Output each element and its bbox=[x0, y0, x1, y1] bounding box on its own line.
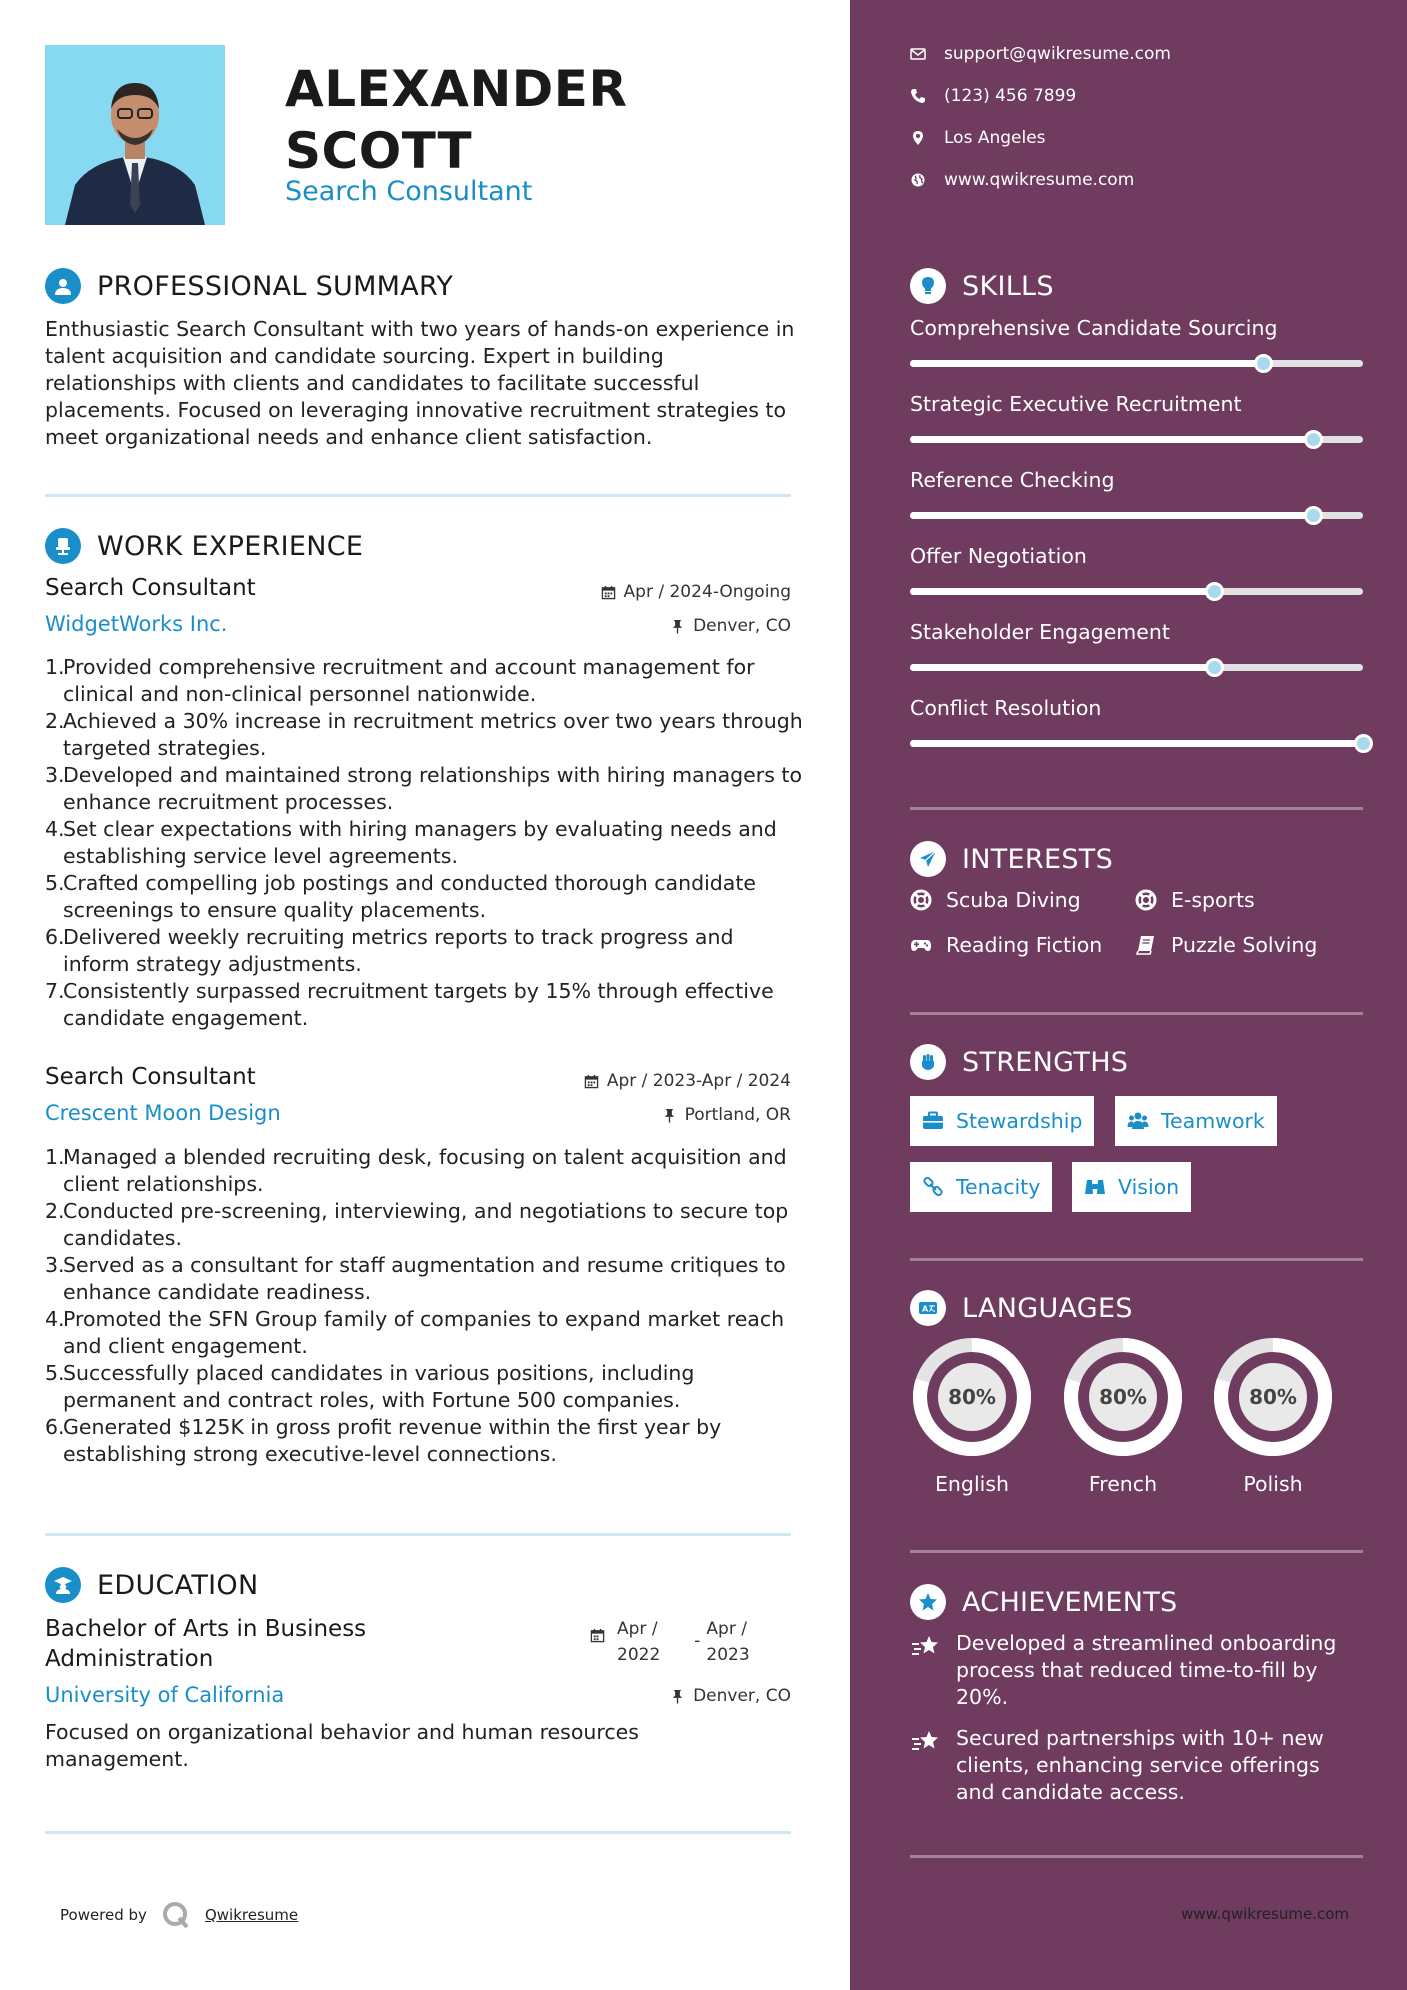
strengths-heading bbox=[910, 1044, 1128, 1080]
section-divider bbox=[910, 1855, 1363, 1858]
list-item: Set clear expectations with hiring managers by evaluating needs and establishing service level agreements. bbox=[63, 817, 777, 868]
skill-bar bbox=[910, 740, 1363, 747]
map-marker-icon bbox=[910, 130, 926, 146]
experience-heading bbox=[45, 528, 363, 564]
contact-phone[interactable] bbox=[910, 86, 1076, 106]
list-item: Generated $125K in gross profit revenue within the first year by establishing strong executive-level connections. bbox=[63, 1415, 722, 1466]
skill-bar bbox=[910, 436, 1363, 443]
skill-name: Stakeholder Engagement bbox=[910, 620, 1170, 644]
link-icon bbox=[922, 1176, 944, 1198]
name-line-2: SCOTT bbox=[285, 122, 473, 180]
section-divider bbox=[910, 807, 1363, 810]
strength-label: Tenacity bbox=[956, 1175, 1041, 1199]
website-text: www.qwikresume.com bbox=[944, 170, 1135, 190]
skill-name: Offer Negotiation bbox=[910, 544, 1087, 568]
language-ring bbox=[911, 1336, 1033, 1458]
school: University of California bbox=[45, 1683, 285, 1707]
list-item: Delivered weekly recruiting metrics reports to track progress and inform strategy adjustments. bbox=[63, 925, 734, 976]
interest-item bbox=[1135, 933, 1317, 957]
language-percent: 80% bbox=[1249, 1385, 1297, 1409]
skills-heading bbox=[910, 268, 1054, 304]
summary-heading bbox=[45, 268, 453, 304]
language-item bbox=[1061, 1336, 1185, 1496]
envelope-icon bbox=[910, 46, 926, 62]
education-location-text: Denver, CO bbox=[693, 1686, 791, 1706]
binoculars-icon bbox=[1084, 1176, 1106, 1198]
skill-name: Comprehensive Candidate Sourcing bbox=[910, 316, 1278, 340]
profile-photo bbox=[45, 45, 225, 225]
job-1-location bbox=[670, 616, 791, 636]
job-1-company: WidgetWorks Inc. bbox=[45, 612, 228, 636]
achievement-text: Developed a streamlined onboarding process that reduced time-to-fill by 20%. bbox=[956, 1631, 1337, 1709]
achievement-text: Secured partnerships with 10+ new clients, enhancing service offerings and candidate access. bbox=[956, 1726, 1324, 1804]
location-text: Los Angeles bbox=[944, 128, 1046, 148]
language-item bbox=[1211, 1336, 1335, 1496]
skill-level-knob bbox=[1304, 506, 1323, 525]
education-location bbox=[670, 1686, 791, 1706]
strength-badge bbox=[1072, 1162, 1191, 1212]
section-divider bbox=[910, 1258, 1363, 1261]
skill-name: Reference Checking bbox=[910, 468, 1115, 492]
interest-label: Reading Fiction bbox=[946, 933, 1103, 957]
strength-label: Stewardship bbox=[956, 1109, 1083, 1133]
graduate-icon bbox=[45, 1567, 81, 1603]
interest-item bbox=[1135, 888, 1255, 912]
language-name: Polish bbox=[1243, 1472, 1303, 1496]
job-1-dates-text: Apr / 2024-Ongoing bbox=[623, 582, 791, 602]
list-item: Developed and maintained strong relationships with hiring managers to enhance recruitment processes. bbox=[63, 763, 802, 814]
education-end-2: 2023 bbox=[706, 1645, 750, 1665]
job-2-title: Search Consultant bbox=[45, 1064, 256, 1090]
language-ring bbox=[1062, 1336, 1184, 1458]
achievements-heading bbox=[910, 1584, 1178, 1620]
pin-icon bbox=[670, 1689, 685, 1704]
section-divider bbox=[45, 1831, 791, 1834]
education-description: Focused on organizational behavior and human resources management. bbox=[45, 1720, 639, 1771]
language-ring bbox=[1212, 1336, 1334, 1458]
skill-bar-fill bbox=[910, 512, 1313, 519]
interest-label: Scuba Diving bbox=[946, 888, 1081, 912]
education-heading bbox=[45, 1567, 258, 1603]
user-icon bbox=[45, 268, 81, 304]
summary-text: Enthusiastic Search Consultant with two years of hands-on experience in talent acquisition and candidate sourcing. Expert in building relationships with clients and candidates to facilitate successful placements. Focused on leveraging innovative recruitment strategies to meet organizational needs and enhance client satisfaction. bbox=[45, 317, 795, 449]
education-title: EDUCATION bbox=[97, 1569, 259, 1601]
strength-label: Vision bbox=[1118, 1175, 1180, 1199]
job-2-location-text: Portland, OR bbox=[684, 1105, 791, 1125]
skill-bar bbox=[910, 588, 1363, 595]
fist-icon bbox=[910, 1044, 946, 1080]
list-item: Achieved a 30% increase in recruitment metrics over two years through targeted strategies. bbox=[63, 709, 803, 760]
email-text: support@qwikresume.com bbox=[944, 44, 1171, 64]
achievement-item bbox=[910, 1725, 1363, 1806]
skill-level-knob bbox=[1304, 430, 1323, 449]
skill-level-knob bbox=[1354, 734, 1373, 753]
list-item: Managed a blended recruiting desk, focusing on talent acquisition and client relationships. bbox=[63, 1145, 787, 1196]
interest-label: E-sports bbox=[1171, 888, 1255, 912]
interest-item bbox=[910, 933, 1102, 957]
education-start-1: Apr / bbox=[617, 1619, 658, 1639]
skill-level-knob bbox=[1205, 582, 1224, 601]
life-ring-icon bbox=[1135, 889, 1157, 911]
list-item: Provided comprehensive recruitment and account management for clinical and non-clinical personnel nationwide. bbox=[63, 655, 755, 706]
svg-text:A: A bbox=[922, 1304, 929, 1314]
list-item: Crafted compelling job postings and conducted thorough candidate screenings to ensure quality placements. bbox=[63, 871, 757, 922]
skill-name: Strategic Executive Recruitment bbox=[910, 392, 1242, 416]
powered-by bbox=[60, 1900, 298, 1930]
pin-icon bbox=[662, 1108, 677, 1123]
skill-bar-fill bbox=[910, 664, 1214, 671]
strength-badge bbox=[910, 1096, 1094, 1146]
shooting-star-icon bbox=[910, 1632, 940, 1662]
language-percent: 80% bbox=[948, 1385, 996, 1409]
education-dates bbox=[590, 1616, 750, 1668]
name-line-1: ALEXANDER bbox=[285, 60, 628, 118]
list-item: Served as a consultant for staff augmentation and resume critiques to enhance candidate readiness. bbox=[63, 1253, 786, 1304]
language-percent: 80% bbox=[1099, 1385, 1147, 1409]
candidate-name bbox=[285, 58, 627, 182]
list-item: Conducted pre-screening, interviewing, and negotiations to secure top candidates. bbox=[63, 1199, 789, 1250]
calendar-icon bbox=[590, 1628, 605, 1643]
section-divider bbox=[45, 1533, 791, 1536]
education-end-1: Apr / bbox=[706, 1619, 747, 1639]
strength-badge bbox=[910, 1162, 1052, 1212]
list-item: Successfully placed candidates in various positions, including permanent and contract roles, with Fortune 500 companies. bbox=[63, 1361, 695, 1412]
skill-bar-fill bbox=[910, 360, 1263, 367]
list-item: Consistently surpassed recruitment targets by 15% through effective candidate engagement. bbox=[63, 979, 774, 1030]
language-name: French bbox=[1088, 1472, 1158, 1496]
experience-title: WORK EXPERIENCE bbox=[97, 530, 364, 562]
interest-label: Puzzle Solving bbox=[1171, 933, 1318, 957]
book-icon bbox=[1135, 934, 1157, 956]
interests-heading bbox=[910, 841, 1113, 877]
skill-bar-fill bbox=[910, 436, 1313, 443]
candidate-role: Search Consultant bbox=[285, 176, 533, 207]
skill-bar bbox=[910, 664, 1363, 671]
translate-icon bbox=[910, 1290, 946, 1326]
shooting-star-icon bbox=[910, 1727, 940, 1757]
calendar-icon bbox=[584, 1074, 599, 1089]
achievement-item bbox=[910, 1630, 1363, 1711]
star-badge-icon bbox=[910, 1584, 946, 1620]
degree-line-1: Bachelor of Arts in Business bbox=[45, 1616, 367, 1642]
section-divider bbox=[910, 1012, 1363, 1015]
skill-bar bbox=[910, 512, 1363, 519]
phone-icon bbox=[910, 88, 926, 104]
paper-plane-icon bbox=[910, 841, 946, 877]
contact-website[interactable] bbox=[910, 170, 1134, 190]
job-2-dates bbox=[584, 1071, 791, 1091]
skill-bar-fill bbox=[910, 588, 1214, 595]
education-date-sep: - bbox=[694, 1631, 701, 1651]
job-2-duties bbox=[45, 1144, 805, 1468]
section-divider bbox=[910, 1550, 1363, 1553]
skill-bar-fill bbox=[910, 740, 1363, 747]
degree-line-2: Administration bbox=[45, 1646, 214, 1672]
phone-text: (123) 456 7899 bbox=[944, 86, 1077, 106]
languages-title: LANGUAGES bbox=[962, 1292, 1133, 1324]
strength-label: Teamwork bbox=[1161, 1109, 1265, 1133]
interest-item bbox=[910, 888, 1081, 912]
lightbulb-icon bbox=[910, 268, 946, 304]
pin-icon bbox=[670, 619, 685, 634]
powered-by-label: Powered by bbox=[60, 1906, 147, 1924]
strength-badge bbox=[1115, 1096, 1277, 1146]
job-2-location bbox=[662, 1105, 791, 1125]
summary-title: PROFESSIONAL SUMMARY bbox=[97, 270, 454, 302]
brand-link[interactable]: Qwikresume bbox=[204, 1906, 299, 1924]
interests-title: INTERESTS bbox=[962, 843, 1114, 875]
contact-email[interactable] bbox=[910, 44, 1171, 64]
job-1-dates bbox=[601, 582, 791, 602]
sidebar bbox=[850, 0, 1407, 1990]
users-icon bbox=[1127, 1110, 1149, 1132]
calendar-icon bbox=[601, 585, 616, 600]
language-item bbox=[910, 1336, 1034, 1496]
education-start-2: 2022 bbox=[617, 1645, 661, 1665]
skill-level-knob bbox=[1205, 658, 1224, 677]
achievements-title: ACHIEVEMENTS bbox=[962, 1586, 1178, 1618]
languages-heading bbox=[910, 1290, 1133, 1326]
job-1-location-text: Denver, CO bbox=[693, 616, 791, 636]
language-name: English bbox=[934, 1472, 1010, 1496]
skill-level-knob bbox=[1254, 354, 1273, 373]
education-end bbox=[706, 1616, 749, 1668]
skill-name: Conflict Resolution bbox=[910, 696, 1102, 720]
job-2-dates-text: Apr / 2023-Apr / 2024 bbox=[606, 1071, 791, 1091]
life-ring-icon bbox=[910, 889, 932, 911]
degree bbox=[45, 1614, 366, 1674]
strengths-title: STRENGTHS bbox=[962, 1046, 1129, 1078]
section-divider bbox=[45, 494, 791, 497]
contact-location bbox=[910, 128, 1046, 148]
skill-bar bbox=[910, 360, 1363, 367]
job-1-title: Search Consultant bbox=[45, 575, 256, 601]
job-1-duties bbox=[45, 654, 805, 1032]
globe-icon bbox=[910, 172, 926, 188]
job-2-company: Crescent Moon Design bbox=[45, 1101, 281, 1125]
footer-url[interactable]: www.qwikresume.com bbox=[1181, 1905, 1349, 1923]
list-item: Promoted the SFN Group family of companies to expand market reach and client engagement. bbox=[63, 1307, 785, 1358]
qwikresume-logo-icon bbox=[161, 1900, 191, 1930]
briefcase-icon bbox=[922, 1110, 944, 1132]
skills-title: SKILLS bbox=[962, 270, 1054, 302]
office-chair-icon bbox=[45, 528, 81, 564]
education-start bbox=[617, 1616, 660, 1668]
gamepad-icon bbox=[910, 934, 932, 956]
